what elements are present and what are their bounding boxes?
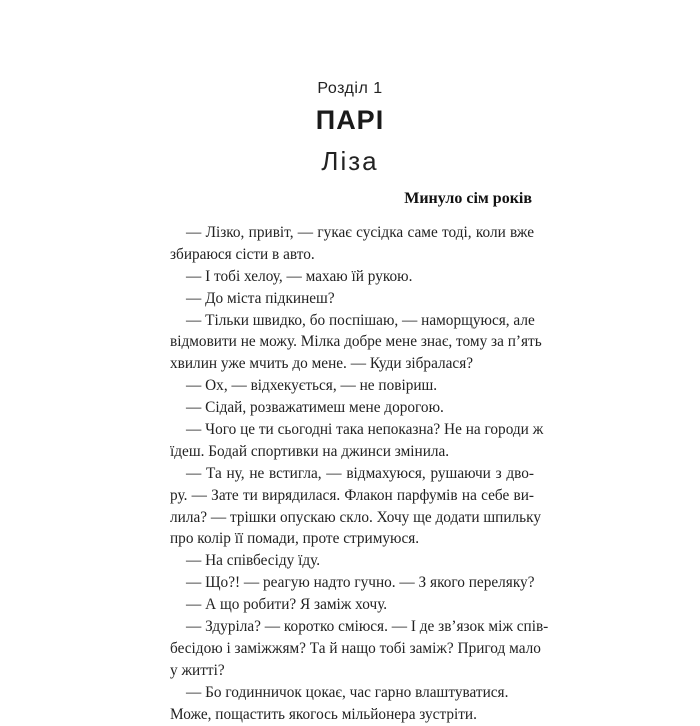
text-line: — До міста підкинеш? xyxy=(186,289,335,307)
text-line: хвилин уже мчить до мене. — Куди зібралася? xyxy=(170,355,474,373)
section-title: Ліза xyxy=(321,146,379,176)
text-line: збираюся сісти в авто. xyxy=(170,245,315,263)
text-line: — І тобі хелоу, — махаю їй рукою. xyxy=(186,267,413,285)
text-line: відмовити не можу. Мілка добре мене знає, тому за п’ять xyxy=(170,333,542,351)
text-line: лила? — трішки опускаю скло. Хочу ще додати шпильку xyxy=(170,508,542,526)
text-line: про колір її помади, проте стримуюся. xyxy=(170,530,420,548)
text-line: бесідою і заміжжям? Та й нащо тобі заміж? Пригод мало xyxy=(170,639,541,657)
text-line: у житті? xyxy=(170,661,225,679)
text-line: ру. — Зате ти вирядилася. Флакон парфумів на себе ви- xyxy=(170,486,534,504)
text-line: — Лізко, привіт, — гукає сусідка саме тоді, коли вже xyxy=(186,224,534,241)
text-line: — Сідай, розважатимеш мене дорогою. xyxy=(186,399,444,417)
epigraph: Минуло сім років xyxy=(404,190,532,207)
text-line: — Бо годинничок цокає, час гарно влаштуватися. xyxy=(186,683,509,701)
text-line: — На співбесіду їду. xyxy=(186,552,321,570)
text-line: — Здуріла? — коротко сміюся. — І де зв’язок між спів- xyxy=(186,618,549,636)
text-line: Може, пощастить якогось мільйонера зустріти. xyxy=(170,705,477,723)
text-line: — Що?! — реагую надто гучно. — З якого переляку? xyxy=(186,574,535,592)
text-line: їдеш. Бодай спортивки на джинси змінила. xyxy=(170,442,450,460)
text-line: — Та ну, не встигла, — відмахуюся, рушаючи з дво- xyxy=(186,464,534,482)
chapter-title: ПАРІ xyxy=(315,105,385,135)
text-line: — А що робити? Я заміж хочу. xyxy=(186,596,388,614)
body-text xyxy=(170,222,549,725)
text-line: — Тільки швидко, бо поспішаю, — наморщуюся, але xyxy=(186,311,535,329)
chapter-label: Розділ 1 xyxy=(317,80,383,97)
text-line: — Чого це ти сьогодні така непоказна? Не на городи ж xyxy=(186,421,544,439)
text-line: — Ох, — відхекується, — не повіриш. xyxy=(186,377,438,395)
